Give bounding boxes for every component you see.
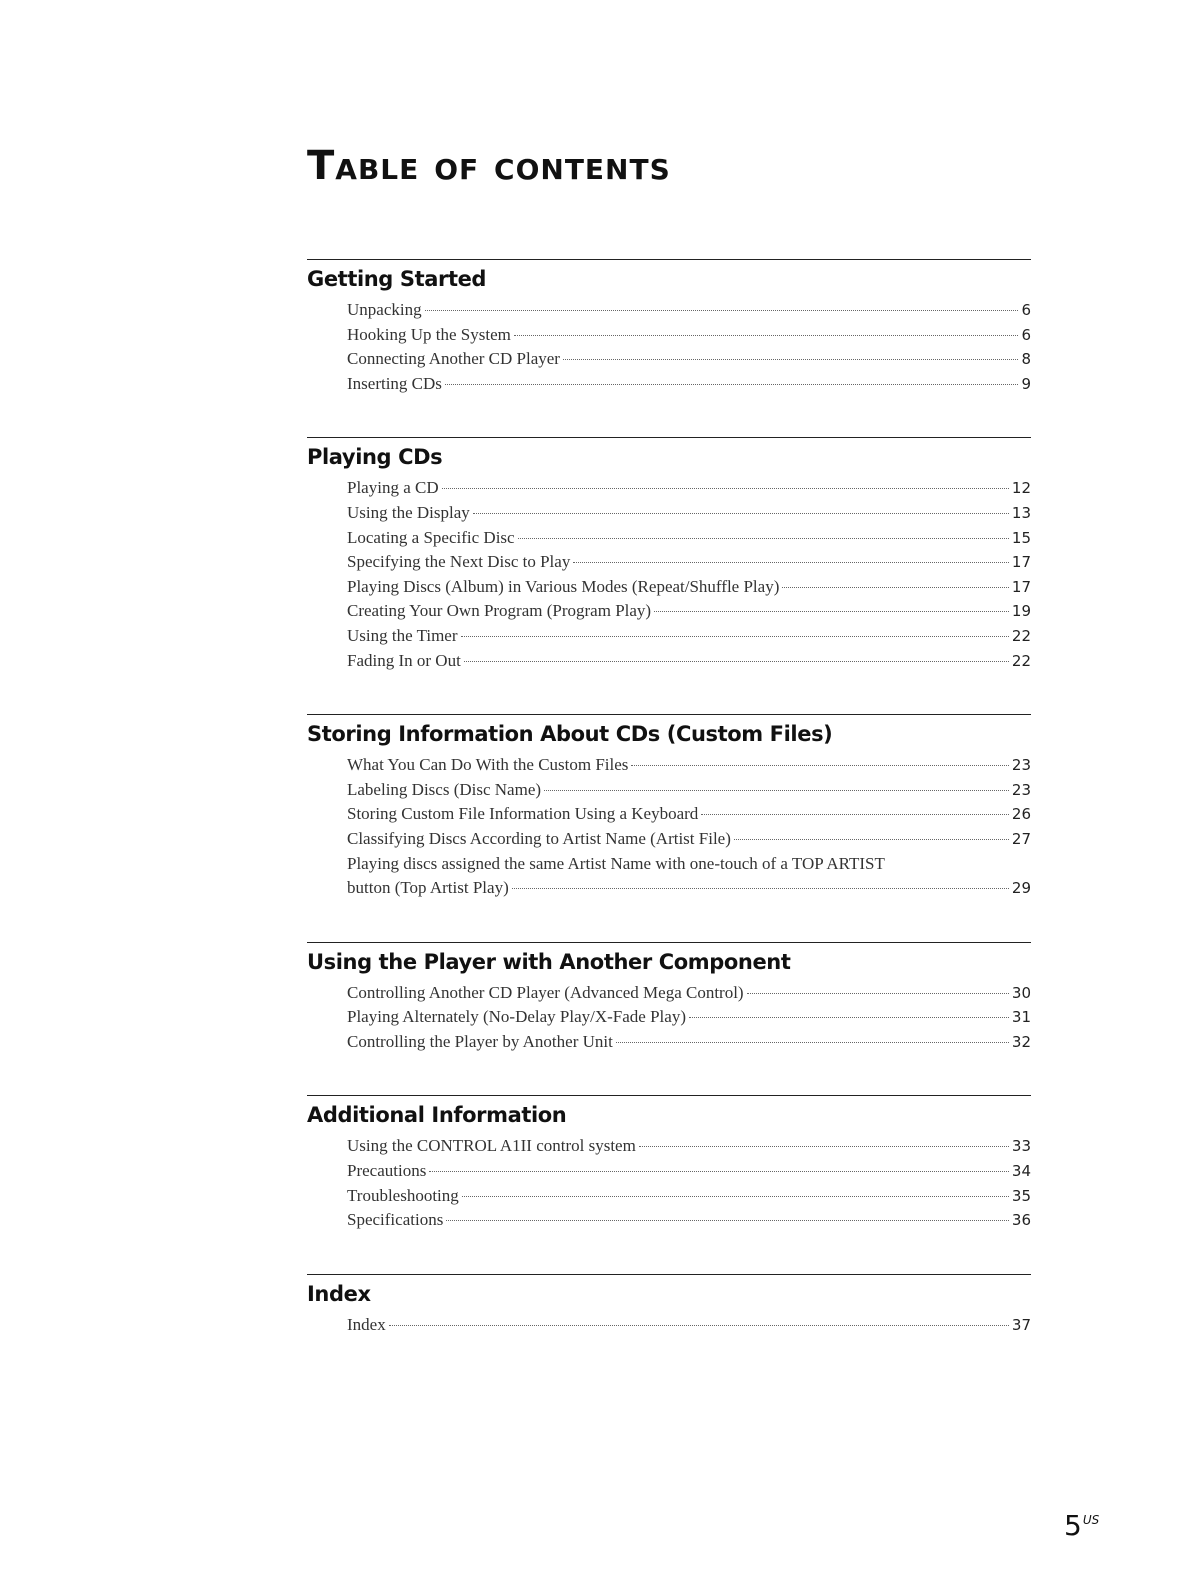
- toc-entry[interactable]: [347, 1208, 1031, 1233]
- entry-title: Creating Your Own Program (Program Play): [347, 601, 652, 621]
- entry-second-line: [347, 876, 1031, 901]
- section-heading: Index: [307, 1281, 371, 1306]
- dot-leader: [573, 562, 1009, 563]
- entry-title: Playing Alternately (No-Delay Play/X-Fade Play): [347, 1007, 686, 1027]
- entry-title: Playing Discs (Album) in Various Modes (Repeat/Shuffle Play): [347, 576, 780, 596]
- toc-entry[interactable]: [347, 1134, 1031, 1159]
- dot-leader: [425, 310, 1019, 311]
- toc-entry[interactable]: [347, 1030, 1031, 1055]
- section-entries: [347, 1313, 1031, 1338]
- toc-entry[interactable]: [347, 649, 1031, 674]
- entry-page: 33: [1011, 1137, 1031, 1156]
- toc-entry[interactable]: [347, 778, 1031, 803]
- toc-entry[interactable]: [347, 1184, 1031, 1209]
- dot-leader: [445, 384, 1019, 385]
- entry-title: Playing a CD: [347, 478, 439, 498]
- section-heading: Getting Started: [307, 267, 487, 291]
- dot-leader: [654, 611, 1009, 612]
- dot-leader: [631, 765, 1009, 766]
- entry-page: 12: [1011, 479, 1031, 498]
- toc-entry[interactable]: [347, 323, 1031, 348]
- toc-entry[interactable]: [347, 372, 1031, 397]
- entry-page: 23: [1011, 756, 1031, 775]
- toc-section-getting-started: [307, 259, 1031, 396]
- entry-title: Index: [347, 1314, 386, 1334]
- dot-leader: [563, 359, 1019, 360]
- toc-entry[interactable]: [347, 550, 1031, 575]
- dot-leader: [442, 488, 1009, 489]
- toc-entry[interactable]: [347, 476, 1031, 501]
- toc-entry[interactable]: [347, 599, 1031, 624]
- dot-leader: [389, 1325, 1009, 1326]
- entry-page: 23: [1011, 780, 1031, 799]
- dot-leader: [701, 814, 1009, 815]
- toc-entry[interactable]: [347, 624, 1031, 649]
- dot-leader: [639, 1146, 1009, 1147]
- entry-title: Storing Custom File Information Using a Keyboard: [347, 804, 699, 824]
- toc-section-another-component: [307, 942, 1031, 1055]
- entry-page: 37: [1011, 1315, 1031, 1334]
- entry-title: What You Can Do With the Custom Files: [347, 755, 629, 775]
- entry-title: Using the Display: [347, 502, 470, 522]
- page-title: Table of contents: [307, 143, 671, 189]
- toc-section-index: [307, 1274, 1031, 1338]
- entry-page: 8: [1021, 350, 1031, 369]
- section-entries: [347, 981, 1031, 1055]
- dot-leader: [446, 1220, 1009, 1221]
- toc-entry[interactable]: [347, 753, 1031, 778]
- entry-title: Connecting Another CD Player: [347, 349, 560, 369]
- entry-title-line2: button (Top Artist Play): [347, 878, 509, 898]
- entry-title: Labeling Discs (Disc Name): [347, 779, 542, 799]
- entry-page: 32: [1011, 1032, 1031, 1051]
- entry-page: 36: [1011, 1211, 1031, 1230]
- page-number-value: 5: [1064, 1509, 1082, 1542]
- section-heading: Storing Information About CDs (Custom Files): [307, 722, 833, 747]
- entry-page: 22: [1011, 626, 1031, 645]
- dot-leader: [747, 993, 1009, 994]
- dot-leader: [461, 636, 1009, 637]
- entry-page: 9: [1021, 374, 1031, 393]
- entry-page: 29: [1011, 879, 1031, 898]
- dot-leader: [518, 538, 1009, 539]
- dot-leader: [464, 661, 1009, 662]
- dot-leader: [473, 513, 1009, 514]
- toc-entry[interactable]: [347, 1313, 1031, 1338]
- entry-title: Specifying the Next Disc to Play: [347, 552, 571, 572]
- dot-leader: [689, 1017, 1009, 1018]
- entry-page: 17: [1011, 553, 1031, 572]
- toc-entry[interactable]: [347, 347, 1031, 372]
- entry-title: Troubleshooting: [347, 1185, 459, 1205]
- toc-entry[interactable]: [347, 1159, 1031, 1184]
- section-entries: [347, 298, 1031, 396]
- entry-title: Controlling Another CD Player (Advanced Mega Control): [347, 982, 744, 1002]
- entry-title: Using the Timer: [347, 625, 458, 645]
- toc-entry[interactable]: [347, 298, 1031, 323]
- entry-page: 27: [1011, 829, 1031, 848]
- toc-entry[interactable]: [347, 981, 1031, 1006]
- dot-leader: [544, 790, 1009, 791]
- dot-leader: [734, 839, 1009, 840]
- entry-page: 34: [1011, 1162, 1031, 1181]
- toc-section-additional-information: [307, 1095, 1031, 1232]
- section-entries: [347, 1134, 1031, 1232]
- page-number: [1064, 1509, 1100, 1542]
- section-entries: [347, 476, 1031, 673]
- dot-leader: [514, 335, 1019, 336]
- entry-title: Inserting CDs: [347, 373, 442, 393]
- entry-title-line1: Playing discs assigned the same Artist Name with one-touch of a TOP ARTIST: [347, 853, 885, 873]
- toc-entry[interactable]: [347, 1005, 1031, 1030]
- entry-title: Fading In or Out: [347, 650, 461, 670]
- entry-page: 35: [1011, 1186, 1031, 1205]
- section-heading: Playing CDs: [307, 445, 443, 470]
- section-heading: Using the Player with Another Component: [307, 949, 791, 974]
- toc-entry-multiline[interactable]: [347, 852, 1031, 901]
- dot-leader: [616, 1042, 1009, 1043]
- entry-page: 22: [1011, 651, 1031, 670]
- entry-page: 26: [1011, 805, 1031, 824]
- toc-entry[interactable]: [347, 802, 1031, 827]
- entry-title: Controlling the Player by Another Unit: [347, 1031, 613, 1051]
- entry-title: Precautions: [347, 1161, 427, 1181]
- toc-entry[interactable]: [347, 501, 1031, 526]
- entry-title: Using the CONTROL A1II control system: [347, 1136, 636, 1156]
- entry-title: Classifying Discs According to Artist Name (Artist File): [347, 828, 731, 848]
- toc-section-playing-cds: [307, 437, 1031, 673]
- toc-entry[interactable]: [347, 827, 1031, 852]
- dot-leader: [462, 1196, 1009, 1197]
- entry-title: Locating a Specific Disc: [347, 527, 515, 547]
- entry-title: Unpacking: [347, 300, 422, 319]
- entry-page: 30: [1011, 983, 1031, 1002]
- entry-title: Hooking Up the System: [347, 324, 511, 344]
- dot-leader: [429, 1171, 1009, 1172]
- entry-page: 13: [1011, 503, 1031, 522]
- entry-page: 17: [1011, 577, 1031, 596]
- entry-page: 15: [1011, 528, 1031, 547]
- section-entries: [347, 753, 1031, 901]
- entry-title: Specifications: [347, 1210, 444, 1230]
- dot-leader: [782, 587, 1009, 588]
- entry-page: 31: [1011, 1008, 1031, 1027]
- page-number-suffix: US: [1082, 1513, 1100, 1527]
- toc-section-custom-files: [307, 714, 1031, 901]
- entry-page: 19: [1011, 602, 1031, 621]
- toc-entry[interactable]: [347, 526, 1031, 551]
- table-of-contents: [307, 259, 1031, 1337]
- entry-page: 6: [1021, 325, 1031, 344]
- entry-page: 6: [1021, 301, 1031, 319]
- toc-entry[interactable]: [347, 575, 1031, 600]
- section-heading: Additional Information: [307, 1103, 567, 1128]
- dot-leader: [512, 888, 1009, 889]
